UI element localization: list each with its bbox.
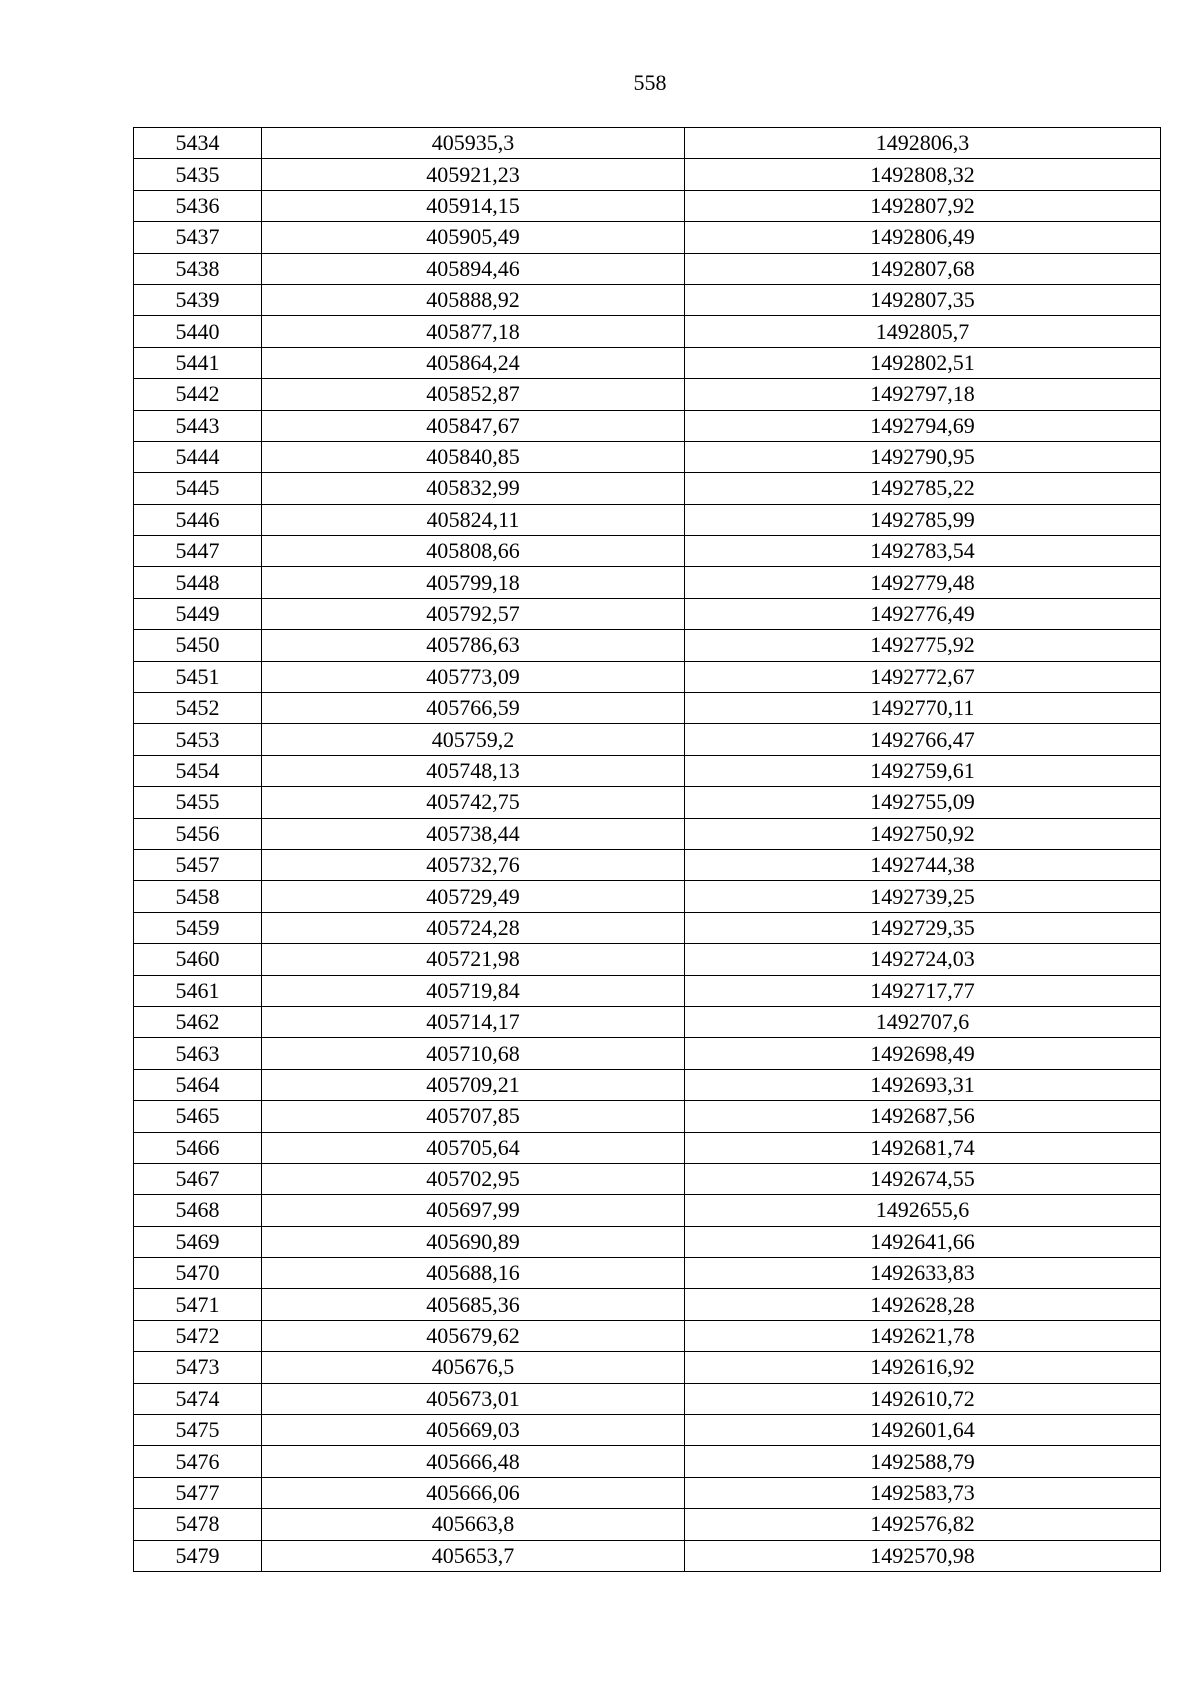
x-coordinate-cell: 405697,99 xyxy=(262,1195,685,1226)
x-coordinate-cell: 405773,09 xyxy=(262,661,685,692)
point-number-cell: 5475 xyxy=(134,1415,262,1446)
point-number-cell: 5464 xyxy=(134,1069,262,1100)
y-coordinate-cell: 1492766,47 xyxy=(685,724,1161,755)
table-row xyxy=(134,1477,1161,1508)
point-number-cell: 5478 xyxy=(134,1509,262,1540)
y-coordinate-cell: 1492739,25 xyxy=(685,881,1161,912)
y-coordinate-cell: 1492693,31 xyxy=(685,1069,1161,1100)
table-row xyxy=(134,944,1161,975)
table-row xyxy=(134,222,1161,253)
table-row xyxy=(134,630,1161,661)
point-number-cell: 5454 xyxy=(134,755,262,786)
y-coordinate-cell: 1492687,56 xyxy=(685,1101,1161,1132)
y-coordinate-cell: 1492807,92 xyxy=(685,190,1161,221)
y-coordinate-cell: 1492807,68 xyxy=(685,253,1161,284)
x-coordinate-cell: 405707,85 xyxy=(262,1101,685,1132)
x-coordinate-cell: 405786,63 xyxy=(262,630,685,661)
y-coordinate-cell: 1492802,51 xyxy=(685,347,1161,378)
table-row xyxy=(134,1320,1161,1351)
x-coordinate-cell: 405894,46 xyxy=(262,253,685,284)
table-row xyxy=(134,1195,1161,1226)
point-number-cell: 5437 xyxy=(134,222,262,253)
point-number-cell: 5448 xyxy=(134,567,262,598)
table-row xyxy=(134,473,1161,504)
table-row xyxy=(134,128,1161,159)
x-coordinate-cell: 405832,99 xyxy=(262,473,685,504)
x-coordinate-cell: 405877,18 xyxy=(262,316,685,347)
x-coordinate-cell: 405688,16 xyxy=(262,1258,685,1289)
point-number-cell: 5474 xyxy=(134,1383,262,1414)
point-number-cell: 5440 xyxy=(134,316,262,347)
y-coordinate-cell: 1492779,48 xyxy=(685,567,1161,598)
y-coordinate-cell: 1492783,54 xyxy=(685,536,1161,567)
table-row xyxy=(134,1352,1161,1383)
table-row xyxy=(134,1258,1161,1289)
table-row xyxy=(134,536,1161,567)
y-coordinate-cell: 1492808,32 xyxy=(685,159,1161,190)
table-row xyxy=(134,159,1161,190)
y-coordinate-cell: 1492588,79 xyxy=(685,1446,1161,1477)
x-coordinate-cell: 405935,3 xyxy=(262,128,685,159)
y-coordinate-cell: 1492770,11 xyxy=(685,693,1161,724)
table-row xyxy=(134,912,1161,943)
table-row xyxy=(134,567,1161,598)
point-number-cell: 5443 xyxy=(134,410,262,441)
point-number-cell: 5460 xyxy=(134,944,262,975)
x-coordinate-cell: 405808,66 xyxy=(262,536,685,567)
table-row xyxy=(134,1101,1161,1132)
x-coordinate-cell: 405724,28 xyxy=(262,912,685,943)
point-number-cell: 5479 xyxy=(134,1540,262,1571)
table-row xyxy=(134,1383,1161,1414)
table-row xyxy=(134,1038,1161,1069)
table-row xyxy=(134,1415,1161,1446)
x-coordinate-cell: 405666,48 xyxy=(262,1446,685,1477)
y-coordinate-cell: 1492583,73 xyxy=(685,1477,1161,1508)
point-number-cell: 5465 xyxy=(134,1101,262,1132)
table-row xyxy=(134,598,1161,629)
y-coordinate-cell: 1492724,03 xyxy=(685,944,1161,975)
y-coordinate-cell: 1492794,69 xyxy=(685,410,1161,441)
table-row xyxy=(134,190,1161,221)
point-number-cell: 5459 xyxy=(134,912,262,943)
table-row xyxy=(134,1226,1161,1257)
x-coordinate-cell: 405852,87 xyxy=(262,379,685,410)
point-number-cell: 5439 xyxy=(134,284,262,315)
y-coordinate-cell: 1492621,78 xyxy=(685,1320,1161,1351)
point-number-cell: 5467 xyxy=(134,1163,262,1194)
x-coordinate-cell: 405921,23 xyxy=(262,159,685,190)
point-number-cell: 5436 xyxy=(134,190,262,221)
x-coordinate-cell: 405719,84 xyxy=(262,975,685,1006)
table-row xyxy=(134,661,1161,692)
point-number-cell: 5451 xyxy=(134,661,262,692)
point-number-cell: 5457 xyxy=(134,849,262,880)
y-coordinate-cell: 1492785,22 xyxy=(685,473,1161,504)
point-number-cell: 5476 xyxy=(134,1446,262,1477)
table-row xyxy=(134,410,1161,441)
table-row xyxy=(134,818,1161,849)
x-coordinate-cell: 405799,18 xyxy=(262,567,685,598)
x-coordinate-cell: 405840,85 xyxy=(262,441,685,472)
table-row xyxy=(134,504,1161,535)
coordinates-table xyxy=(133,127,1161,1572)
x-coordinate-cell: 405914,15 xyxy=(262,190,685,221)
table-row xyxy=(134,724,1161,755)
y-coordinate-cell: 1492755,09 xyxy=(685,787,1161,818)
point-number-cell: 5469 xyxy=(134,1226,262,1257)
x-coordinate-cell: 405738,44 xyxy=(262,818,685,849)
x-coordinate-cell: 405669,03 xyxy=(262,1415,685,1446)
y-coordinate-cell: 1492628,28 xyxy=(685,1289,1161,1320)
table-row xyxy=(134,441,1161,472)
y-coordinate-cell: 1492759,61 xyxy=(685,755,1161,786)
y-coordinate-cell: 1492776,49 xyxy=(685,598,1161,629)
table-row xyxy=(134,1006,1161,1037)
table-row xyxy=(134,1132,1161,1163)
coordinates-table-body xyxy=(134,128,1161,1572)
table-row xyxy=(134,347,1161,378)
table-row xyxy=(134,693,1161,724)
y-coordinate-cell: 1492729,35 xyxy=(685,912,1161,943)
y-coordinate-cell: 1492633,83 xyxy=(685,1258,1161,1289)
point-number-cell: 5472 xyxy=(134,1320,262,1351)
x-coordinate-cell: 405714,17 xyxy=(262,1006,685,1037)
point-number-cell: 5442 xyxy=(134,379,262,410)
x-coordinate-cell: 405732,76 xyxy=(262,849,685,880)
table-row xyxy=(134,284,1161,315)
point-number-cell: 5453 xyxy=(134,724,262,755)
point-number-cell: 5477 xyxy=(134,1477,262,1508)
point-number-cell: 5462 xyxy=(134,1006,262,1037)
x-coordinate-cell: 405709,21 xyxy=(262,1069,685,1100)
point-number-cell: 5468 xyxy=(134,1195,262,1226)
x-coordinate-cell: 405653,7 xyxy=(262,1540,685,1571)
point-number-cell: 5450 xyxy=(134,630,262,661)
table-row xyxy=(134,787,1161,818)
x-coordinate-cell: 405663,8 xyxy=(262,1509,685,1540)
x-coordinate-cell: 405666,06 xyxy=(262,1477,685,1508)
table-row xyxy=(134,849,1161,880)
y-coordinate-cell: 1492641,66 xyxy=(685,1226,1161,1257)
y-coordinate-cell: 1492698,49 xyxy=(685,1038,1161,1069)
x-coordinate-cell: 405748,13 xyxy=(262,755,685,786)
y-coordinate-cell: 1492797,18 xyxy=(685,379,1161,410)
y-coordinate-cell: 1492772,67 xyxy=(685,661,1161,692)
point-number-cell: 5447 xyxy=(134,536,262,567)
x-coordinate-cell: 405824,11 xyxy=(262,504,685,535)
point-number-cell: 5463 xyxy=(134,1038,262,1069)
x-coordinate-cell: 405847,67 xyxy=(262,410,685,441)
y-coordinate-cell: 1492681,74 xyxy=(685,1132,1161,1163)
x-coordinate-cell: 405690,89 xyxy=(262,1226,685,1257)
y-coordinate-cell: 1492785,99 xyxy=(685,504,1161,535)
x-coordinate-cell: 405792,57 xyxy=(262,598,685,629)
table-row xyxy=(134,881,1161,912)
y-coordinate-cell: 1492616,92 xyxy=(685,1352,1161,1383)
point-number-cell: 5461 xyxy=(134,975,262,1006)
x-coordinate-cell: 405742,75 xyxy=(262,787,685,818)
x-coordinate-cell: 405685,36 xyxy=(262,1289,685,1320)
x-coordinate-cell: 405679,62 xyxy=(262,1320,685,1351)
point-number-cell: 5449 xyxy=(134,598,262,629)
page-number: 558 xyxy=(633,70,667,95)
x-coordinate-cell: 405705,64 xyxy=(262,1132,685,1163)
table-row xyxy=(134,379,1161,410)
table-row xyxy=(134,316,1161,347)
point-number-cell: 5452 xyxy=(134,693,262,724)
point-number-cell: 5434 xyxy=(134,128,262,159)
point-number-cell: 5445 xyxy=(134,473,262,504)
point-number-cell: 5470 xyxy=(134,1258,262,1289)
x-coordinate-cell: 405673,01 xyxy=(262,1383,685,1414)
point-number-cell: 5456 xyxy=(134,818,262,849)
table-row xyxy=(134,1509,1161,1540)
y-coordinate-cell: 1492707,6 xyxy=(685,1006,1161,1037)
point-number-cell: 5446 xyxy=(134,504,262,535)
x-coordinate-cell: 405702,95 xyxy=(262,1163,685,1194)
y-coordinate-cell: 1492806,3 xyxy=(685,128,1161,159)
y-coordinate-cell: 1492805,7 xyxy=(685,316,1161,347)
y-coordinate-cell: 1492806,49 xyxy=(685,222,1161,253)
x-coordinate-cell: 405710,68 xyxy=(262,1038,685,1069)
y-coordinate-cell: 1492750,92 xyxy=(685,818,1161,849)
y-coordinate-cell: 1492601,64 xyxy=(685,1415,1161,1446)
table-row xyxy=(134,1069,1161,1100)
point-number-cell: 5441 xyxy=(134,347,262,378)
point-number-cell: 5444 xyxy=(134,441,262,472)
x-coordinate-cell: 405729,49 xyxy=(262,881,685,912)
x-coordinate-cell: 405905,49 xyxy=(262,222,685,253)
y-coordinate-cell: 1492807,35 xyxy=(685,284,1161,315)
table-row xyxy=(134,253,1161,284)
y-coordinate-cell: 1492576,82 xyxy=(685,1509,1161,1540)
x-coordinate-cell: 405759,2 xyxy=(262,724,685,755)
table-row xyxy=(134,1289,1161,1320)
point-number-cell: 5458 xyxy=(134,881,262,912)
point-number-cell: 5471 xyxy=(134,1289,262,1320)
table-row xyxy=(134,1540,1161,1571)
table-row xyxy=(134,1446,1161,1477)
point-number-cell: 5438 xyxy=(134,253,262,284)
x-coordinate-cell: 405888,92 xyxy=(262,284,685,315)
x-coordinate-cell: 405864,24 xyxy=(262,347,685,378)
x-coordinate-cell: 405721,98 xyxy=(262,944,685,975)
point-number-cell: 5435 xyxy=(134,159,262,190)
y-coordinate-cell: 1492610,72 xyxy=(685,1383,1161,1414)
x-coordinate-cell: 405766,59 xyxy=(262,693,685,724)
y-coordinate-cell: 1492775,92 xyxy=(685,630,1161,661)
y-coordinate-cell: 1492790,95 xyxy=(685,441,1161,472)
table-row xyxy=(134,755,1161,786)
y-coordinate-cell: 1492674,55 xyxy=(685,1163,1161,1194)
y-coordinate-cell: 1492570,98 xyxy=(685,1540,1161,1571)
point-number-cell: 5455 xyxy=(134,787,262,818)
y-coordinate-cell: 1492744,38 xyxy=(685,849,1161,880)
point-number-cell: 5473 xyxy=(134,1352,262,1383)
point-number-cell: 5466 xyxy=(134,1132,262,1163)
y-coordinate-cell: 1492655,6 xyxy=(685,1195,1161,1226)
table-row xyxy=(134,975,1161,1006)
table-row xyxy=(134,1163,1161,1194)
x-coordinate-cell: 405676,5 xyxy=(262,1352,685,1383)
y-coordinate-cell: 1492717,77 xyxy=(685,975,1161,1006)
